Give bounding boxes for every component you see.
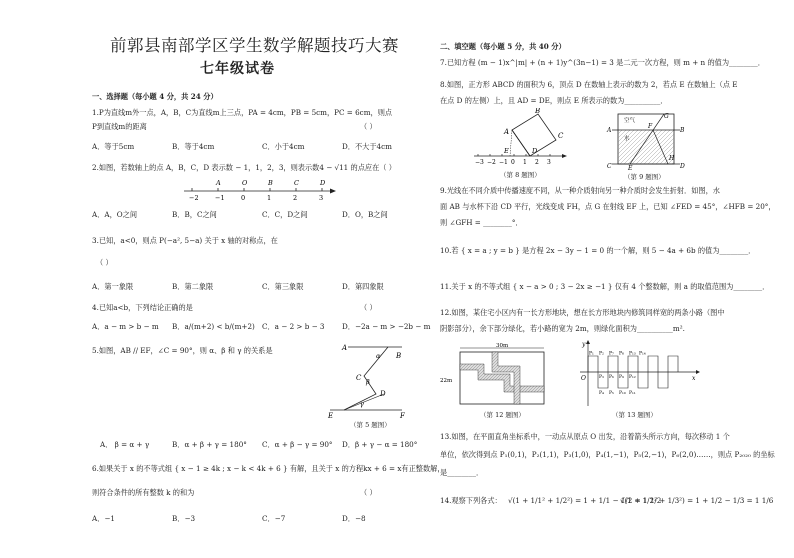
q13-axis-y: y [582,341,586,348]
q5-option-a[interactable]: A． β = α + γ [100,440,150,449]
q6-answer-paren: （ ） [360,488,377,497]
q13-point-label: P₁₁ [629,391,636,396]
q1-stem-line1: 1.P为直线m外一点，A，B，C为直线m上三点，PA = 4cm，PB = 5cm，PC = 6cm，则点 [92,108,393,117]
q3-option-b[interactable]: B．第二象限 [172,282,214,291]
q1-stem-line2: P到直线m的距离 [92,122,147,131]
q12-label-width: 30m [496,343,509,349]
q5-label-a: A [342,344,348,352]
q5-label-f: F [400,412,405,418]
q14-equation-1: √(1 + 1/1² + 1/2²) = 1 + 1/1 − 1/2 = 1 1/2 [508,496,662,505]
q9-figure-caption: （第 9 题图） [624,173,665,181]
q8-tick-number: 0 [511,159,515,166]
q2-tick-number: −2 [189,194,199,202]
q14-lead: 14.观察下列各式： [440,496,502,505]
q2-tick-letter: B [268,179,273,187]
q9-label-c: C [607,163,612,170]
q9-label-g: G [664,113,669,120]
q12-figure-caption: （第 12 题图） [480,411,525,419]
q4-stem: 4.已知a<b，下列结论正确的是 [92,303,193,312]
q9-label-air: 空气 [624,118,636,124]
q13-origin: O [581,375,586,382]
q2-option-b[interactable]: B．B，C之间 [172,210,217,219]
q3-option-d[interactable]: D．第四象限 [342,282,384,291]
q8-tick-number: −3 [475,159,484,166]
q4-option-c[interactable]: C．a − 2 > b − 3 [262,322,325,331]
q9-label-h: H [669,155,675,162]
q8-figure-caption: （第 8 题图） [500,171,541,179]
exam-subtitle: 七年级试卷 [200,61,275,77]
q9-line2: 面 AB 与水杯下沿 CD 平行，光线变成 FH，点 G 在射线 EF 上，已知 ∠FED = 45°，∠HFB = 20°， [440,202,776,211]
q13-zigzag-path-figure [574,340,700,410]
q13-point-label: P₇ [609,351,614,357]
q13-point-label: P₆ [609,375,614,380]
q6-option-a[interactable]: A．−1 [92,514,115,523]
q13-point-label: P₁₃ [629,351,636,357]
q7-text: 7.已知方程 (m − 1)x^|m| + (n + 1)y^(3n−1) = 3 是二元一次方程，则 m + n 的值为________． [440,58,765,67]
q8-tick-number: 1 [523,159,527,166]
q11-text: 11.关于 x 的不等式组 { x − a > 0 ; 3 − 2x ≥ −1 } 仅有 4 个整数解，则 a 的取值范围为________． [440,282,770,291]
q13-point-label: P₄ [599,391,604,396]
q9-line1: 9.光线在不同介质中传播速度不同，从一种介质射向另一种介质时会发生折射．如图，水 [440,186,720,195]
q2-option-c[interactable]: C．C，D之间 [262,210,308,219]
q1-option-a[interactable]: A．等于5cm [92,142,135,151]
q2-tick-letter: D [320,179,326,187]
q8-label-a: A [504,128,510,136]
q2-tick-number: 1 [267,194,272,202]
q13-point-label: P₅ [609,391,614,396]
q1-option-d[interactable]: D．不大于4cm [342,142,392,151]
q1-answer-paren: （ ） [360,122,377,131]
q13-line1: 13.如图，在平面直角坐标系中，一动点从原点 O 出发，沿着箭头所示方向，每次移动 1 个 [440,432,730,441]
q12-label-height: 22m [440,378,453,384]
q6-stem-line1: 6.如果关于 x 的不等式组 { x − 1 ≥ 4k ; x − k < 4k + 6 } 有解，且关于 x 的方程kx + 6 = x有正整数解， [92,464,445,473]
q8-tick-number: −1 [499,159,508,166]
q8-tick-number: 2 [535,159,539,166]
q2-tick-letter: C [294,179,299,187]
q5-figure-caption: （第 5 题图） [350,421,391,429]
q9-label-f: F [648,123,653,130]
q1-option-b[interactable]: B．等于4cm [172,142,215,151]
q5-label-beta: β [366,378,370,386]
q8-line2: 在点 D 的左侧）上，且 AD = DE，则点 E 所表示的数为__________． [440,96,668,105]
q3-option-a[interactable]: A．第一象限 [92,282,134,291]
q2-tick-letter: A [216,179,221,187]
q14-equation-2: √(1 + 1/2² + 1/3²) = 1 + 1/2 − 1/3 = 1 1/6 [620,496,774,505]
q13-figure-caption: （第 13 题图） [612,411,657,419]
q5-option-d[interactable]: D．β + γ − α = 180° [342,440,418,449]
q9-label-d: D [680,163,685,170]
q2-option-d[interactable]: D．O，B之间 [342,210,388,219]
q13-point-label: P₃ [599,375,604,380]
q13-point-label: P₁₄ [639,351,646,357]
q8-label-e: E [504,147,509,155]
q1-option-c[interactable]: C．小于4cm [262,142,305,151]
q13-point-label: P₁₀ [619,391,626,396]
q13-point-label: P₉ [619,375,624,380]
q13-point-label: P₁₂ [629,375,636,380]
q13-point-label: P₂ [599,351,604,357]
q8-tick-number: −2 [487,159,496,166]
q2-stem: 2.如图，若数轴上的点 A，B，C，D 表示数 − 1，1，2，3，则表示数4 − √11 的点应在（ ） [92,163,396,172]
q9-label-e: E [628,165,633,170]
q4-option-a[interactable]: A．a − m > b − m [92,322,159,331]
q12-line2: 阴影部分），余下部分绿化，若小路的宽为 2m，则绿化面积为__________m². [440,324,685,333]
q5-label-alpha: α [376,352,381,360]
section-2-heading: 二、填空题（每小题 5 分，共 40 分） [440,42,566,51]
q2-tick-number: −1 [215,194,225,202]
q2-tick-number: 0 [241,194,246,202]
q5-stem: 5.如图，AB // EF，∠C = 90°，则 α、β 和 γ 的关系是 [92,346,273,355]
section-1-heading: 一、选择题（每小题 4 分，共 24 分） [92,92,218,101]
q9-label-b: B [680,127,685,134]
q8-square-number-line-figure [470,108,570,168]
q6-option-c[interactable]: C．−7 [262,514,286,523]
q5-option-c[interactable]: C．α + β − γ = 90° [262,440,333,449]
q8-label-b: B [535,108,541,115]
q8-tick-number: 3 [547,159,551,166]
q2-number-line-figure [180,176,340,202]
q13-point-label: P₁ [589,351,594,357]
q4-answer-paren: （ ） [360,303,377,312]
q2-option-a[interactable]: A．A，O之间 [92,210,138,219]
q3-stem: 3.已知，a<0，则点 P(−a², 5−a) 关于 x 轴的对称点，在 [92,236,278,245]
q13-line3: 是________． [440,468,484,477]
q12-line1: 12.如图，某住宅小区内有一长方形地块，想在长方形地块内修筑同样宽的两条小路（图中 [440,308,725,317]
q10-text: 10.若 { x = a ; y = b } 是方程 2x − 3y − 1 = 0 的一个解，则 5 − 4a + 6b 的值为________． [440,246,756,255]
q5-label-b: B [396,352,402,360]
q12-rectangle-paths-figure [440,342,552,408]
q8-label-d: D [532,147,538,155]
q5-parallel-lines-figure [326,338,412,418]
q8-label-c: C [558,132,564,140]
q6-option-b[interactable]: B．−3 [172,514,196,523]
exam-title: 前郭县南部学区学生数学解题技巧大赛 [110,36,399,55]
q9-label-water: 水 [624,136,630,142]
q4-option-d[interactable]: D．−2a − m > −2b − m [342,322,431,331]
q9-line3: 则 ∠GFH = ________°． [440,218,523,227]
q3-option-c[interactable]: C．第三象限 [262,282,304,291]
q8-line1: 8.如图，正方形 ABCD 的面积为 6，顶点 D 在数轴上表示的数为 2，若点 E 在数轴上（点 E [440,80,738,89]
q13-axis-x: x [692,375,696,382]
q5-label-c: C [356,374,362,382]
q4-option-b[interactable]: B．a/(m+2) < b/(m+2) [172,322,255,331]
q2-tick-letter: O [242,179,248,187]
q5-label-e: E [328,412,334,418]
q3-answer-paren: （ ） [96,258,113,267]
q9-refraction-cup-figure [606,110,686,170]
q9-label-a: A [607,127,612,134]
q5-label-gamma: γ [360,400,364,408]
q13-line2: 单位，依次得到点 P₁(0,1)，P₂(1,1)，P₃(1,0)，P₄(1,−1)，P₅(2,−1)，P₆(2,0)……，则点 P₂₀₂₀ 的坐标 [440,450,775,459]
q6-option-d[interactable]: D．−8 [342,514,366,523]
q6-stem-line2: 则符合条件的所有整数 k 的和为 [92,488,195,497]
q5-label-d: D [380,390,386,398]
q5-option-b[interactable]: B．α + β + γ = 180° [172,440,247,449]
q13-point-label: P₈ [619,351,624,357]
q2-tick-number: 3 [319,194,324,202]
q2-tick-number: 2 [293,194,298,202]
